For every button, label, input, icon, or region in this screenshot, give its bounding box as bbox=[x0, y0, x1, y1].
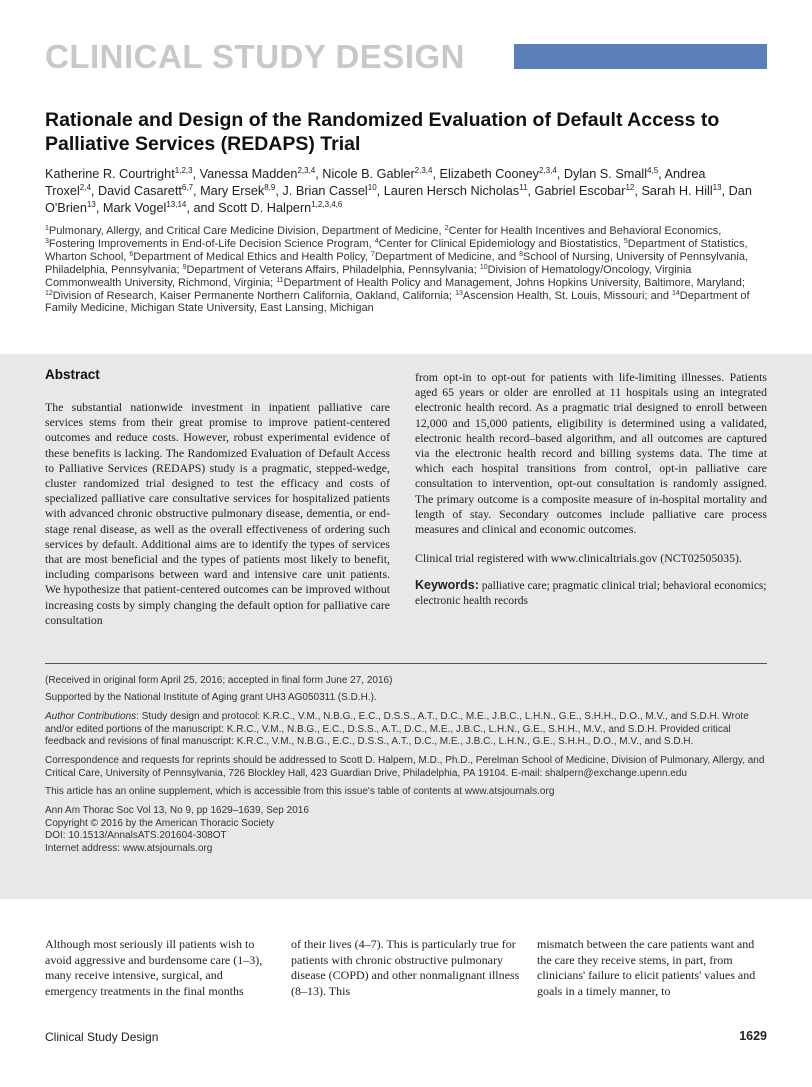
author-affiliation-marker: 2,4 bbox=[79, 183, 91, 192]
correspondence: Correspondence and requests for reprints should be addressed to Scott D. Halpern, M.D., Ph.D., Perelman School of Medicine, Division of Pulmonary, Allergy, and Critical Care, University of Pennsylvania, 726 Blockley Hall, 423 Guardian Drive, Philadelphia, PA 19104. E-mail: shalpern@exchange.upenn.edu bbox=[45, 755, 765, 779]
funding-statement: Supported by the National Institute of Aging grant UH3 AG050311 (S.D.H.). bbox=[45, 692, 377, 703]
article-title: Rationale and Design of the Randomized Evaluation of Default Access to Palliative Services (REDAPS) Trial bbox=[45, 109, 720, 155]
author-affiliation-marker: 10 bbox=[367, 183, 377, 192]
affiliation-text: Department of Family Medicine, Michigan State University, East Lansing, Michigan bbox=[45, 289, 750, 315]
affiliation-number: 4 bbox=[374, 237, 379, 245]
abstract-text-part2: from opt-in to opt-out for patients with life-limiting illnesses. Patients aged 65 years or older are enrolled at 11 hospitals using an integrated electronic health record. As a pragmatic trial designed to enroll between 12,000 and 15,000 patients, eligibility is determined using a validated, electronic health record–based algorithm, and all outcomes are captured via the electronic health record and billing systems data. The time at which each hospital transitions from control, opt-in palliative care consultation to intervention, opt-out consultation is randomly assigned. The primary outcome is a composite measure of in-hospital mortality and length of stay. Secondary outcomes include palliative care process measures and clinical and economic outcomes. bbox=[415, 370, 767, 537]
affiliation-text: Ascension Health, St. Louis, Missouri; and bbox=[462, 289, 672, 302]
author-affiliation-marker: 1,2,3 bbox=[174, 166, 193, 175]
author-affiliation-marker: 13 bbox=[712, 183, 722, 192]
received-dates: (Received in original form April 25, 2016; accepted in final form June 27, 2016) bbox=[45, 675, 393, 686]
author-affiliation-marker: 1,2,3,4,6 bbox=[311, 200, 343, 209]
affiliation-text: Department of Medicine, and bbox=[374, 250, 520, 263]
affiliations bbox=[45, 225, 770, 315]
author-name: Dan O'Brien bbox=[45, 184, 752, 215]
affiliation-text: Department of Statistics, Wharton School, bbox=[45, 237, 748, 263]
section-label: CLINICAL STUDY DESIGN bbox=[45, 38, 465, 75]
author-name: Andrea Troxel bbox=[45, 167, 706, 198]
author-name: Mary Ersek bbox=[200, 184, 265, 198]
abstract-right-column bbox=[415, 370, 767, 609]
citation-block bbox=[45, 805, 770, 855]
author-name: and Scott D. Halpern bbox=[193, 201, 312, 215]
author-affiliation-marker: 6,7 bbox=[181, 183, 194, 192]
affiliation-text: Pulmonary, Allergy, and Critical Care Medicine Division, Department of Medicine, bbox=[48, 225, 445, 237]
affiliation-text: School of Nursing, University of Pennsylvania, Philadelphia, Pennsylvania; bbox=[45, 250, 749, 276]
affiliation-number: 1 bbox=[45, 225, 49, 232]
affiliation-number: 9 bbox=[182, 263, 187, 271]
page-number: 1629 bbox=[739, 1029, 767, 1043]
author-affiliation-marker: 2,3,4 bbox=[297, 166, 316, 175]
author-name: Mark Vogel bbox=[102, 201, 167, 215]
affiliation-number: 10 bbox=[479, 263, 488, 271]
affiliation-text: Department of Veterans Affairs, Philadelphia, Pennsylvania; bbox=[186, 263, 480, 276]
abstract-text-part1: The substantial nationwide investment in inpatient palliative care services stems from their great promise to improve patient-centered outcomes and reduce costs. However, robust experimental evidence of these benefits is lacking. The Randomized Evaluation of Default Access to Palliative Services (REDAPS) study is a pragmatic, stepped-wedge, cluster randomized trial designed to test the efficacy and costs of specialized palliative care consultative services for hospitalized patients with advanced chronic obstructive pulmonary disease, dementia, or end-stage renal disease, as well as the overall effectiveness of ordering such services by default. Additional aims are to identify the types of services that are most beneficial and the types of patients most likely to benefit, including comparisons between ward and intensive care unit patients. We hypothesize that patient-centered outcomes can be improved without increasing costs by simply changing the default option for palliative care consultation bbox=[45, 400, 390, 627]
contributions-label: Author Contributions bbox=[45, 711, 137, 722]
affiliation-text: Division of Research, Kaiser Permanente Northern California, Oakland, California; bbox=[52, 289, 456, 302]
author-affiliation-marker: 12 bbox=[625, 183, 635, 192]
affiliation-text: Center for Health Incentives and Behavioral Economics, bbox=[448, 225, 722, 237]
keywords bbox=[415, 578, 767, 609]
author-affiliation-marker: 11 bbox=[519, 183, 528, 192]
affiliation-number: 5 bbox=[623, 237, 628, 245]
body-column-1: Although most seriously ill patients wish to avoid aggressive and burdensome care (1–3), many receive intensive, surgical, and emergency treatments in the final months bbox=[45, 937, 263, 998]
meta-divider bbox=[45, 663, 767, 664]
affiliation-text: Department of Health Policy and Management, Johns Hopkins University, Baltimore, Maryland; bbox=[283, 276, 745, 289]
author-name: Vanessa Madden bbox=[199, 167, 298, 181]
author-affiliation-marker: 13,14 bbox=[166, 200, 187, 209]
author-affiliation-marker: 2,3,4 bbox=[538, 166, 557, 175]
copyright: Copyright © 2016 by the American Thoracic Society bbox=[45, 817, 274, 829]
author-affiliation-marker: 2,3,4 bbox=[414, 166, 433, 175]
internet-address: Internet address: www.atsjournals.org bbox=[45, 842, 213, 854]
affiliation-text: Department of Medical Ethics and Health Policy, bbox=[133, 250, 371, 263]
author-affiliation-marker: 4,5 bbox=[647, 166, 659, 175]
author-list: Katherine R. Courtright$^{1,2,3}$, Vanessa Madden$^{2,3,4}$, Nicole B. Gabler$^{2,3,4}$, Elizabeth Cooney$^{2,3,4}$, Dylan S. Small$^{4,5}$, Andrea Troxel$^{2,4}$, David Casarett$^{6,7}$, Mary Ersek$^{8,9}$, J. Brian Cassel$^{10}$, Lauren Hersch Nicholas$^{11}$, Gabriel Escobar$^{12}$, Sarah H. Hill$^{13}$, Dan O'Brien$^{13}$, Mark Vogel$^{13,14}$, and Scott D. Halpern$^{1,2,3,4,6}$ bbox=[45, 166, 752, 215]
body-column-2: of their lives (4–7). This is particularly true for patients with chronic obstructive pulmonary disease (COPD) and other nonmalignant illness (8–13). This bbox=[291, 937, 520, 998]
affiliation-number: 7 bbox=[370, 250, 375, 258]
affiliation-number: 8 bbox=[519, 250, 524, 258]
trial-registration: Clinical trial registered with www.clinicaltrials.gov (NCT02505035). bbox=[415, 551, 742, 566]
author-name: Lauren Hersch Nicholas bbox=[383, 184, 520, 198]
online-supplement-note: This article has an online supplement, which is accessible from this issue's table of contents at www.atsjournals.org bbox=[45, 786, 555, 797]
affiliation-text: Fostering Improvements in End-of-Life Decision Science Program, bbox=[48, 237, 375, 250]
abstract-heading: Abstract bbox=[45, 367, 100, 382]
author-name: Gabriel Escobar bbox=[534, 184, 626, 198]
keywords-label: Keywords: bbox=[415, 578, 479, 593]
author-name: Katherine R. Courtright bbox=[45, 167, 175, 181]
author-affiliation-marker: 8,9 bbox=[264, 183, 276, 192]
author-contributions bbox=[45, 711, 770, 749]
affiliation-number: 6 bbox=[129, 250, 134, 258]
affiliation-number: 11 bbox=[276, 276, 284, 284]
author-name: Elizabeth Cooney bbox=[439, 167, 539, 181]
author-name: J. Brian Cassel bbox=[282, 184, 368, 198]
affiliation-number: 12 bbox=[45, 289, 53, 297]
affiliation-number: 14 bbox=[672, 289, 680, 297]
citation: Ann Am Thorac Soc Vol 13, No 9, pp 1629–1639, Sep 2016 bbox=[45, 805, 309, 816]
affiliation-number: 13 bbox=[455, 289, 463, 297]
author-name: Nicole B. Gabler bbox=[322, 167, 415, 181]
affiliation-text: Center for Clinical Epidemiology and Biostatistics, bbox=[378, 237, 624, 250]
contributions-text: : Study design and protocol: K.R.C., V.M., N.B.G., E.C., D.S.S., A.T., D.C., M.E., J.B.C., L.H.N., G.E., S.H.H., D.O., M.V., and S.D.H. Wrote and/or edited portions of the manuscript: K.R.C., V.M., N.B.G., E.C., D.S.S., A.T., D.C., M.E., J.B.C., L.H.N., G.E., S.H.H., M.V., and S.D.H. Provided critical feedback and revisions of final manuscript: K.R.C., V.M., N.B.G., E.C., D.S.S., A.T., D.C., M.E., J.B.C., L.H.N., G.E., S.H.H., D.O., M.V., and S.D.H. bbox=[45, 711, 749, 748]
affiliation-text: Division of Hematology/Oncology, Virginia Commonwealth University, Richmond, Virginia; bbox=[45, 263, 692, 289]
author-name: Sarah H. Hill bbox=[641, 184, 713, 198]
affiliation-number: 2 bbox=[444, 225, 449, 232]
doi: DOI: 10.1513/AnnalsATS.201604-308OT bbox=[45, 830, 227, 842]
author-name: Dylan S. Small bbox=[563, 167, 648, 181]
author-name: David Casarett bbox=[97, 184, 182, 198]
section-color-bar bbox=[514, 44, 767, 69]
author-affiliation-marker: 13 bbox=[86, 200, 96, 209]
abstract-left-column bbox=[45, 366, 390, 628]
keywords-list: palliative care; pragmatic clinical trial; behavioral economics; electronic health records bbox=[415, 580, 767, 608]
body-column-3: mismatch between the care patients want and the care they receive stems, in part, from clinicians' failure to elicit patients' values and goals in a timely manner, to bbox=[537, 937, 756, 998]
affiliation-number: 3 bbox=[45, 237, 49, 245]
footer-section-name: Clinical Study Design bbox=[45, 1030, 159, 1044]
